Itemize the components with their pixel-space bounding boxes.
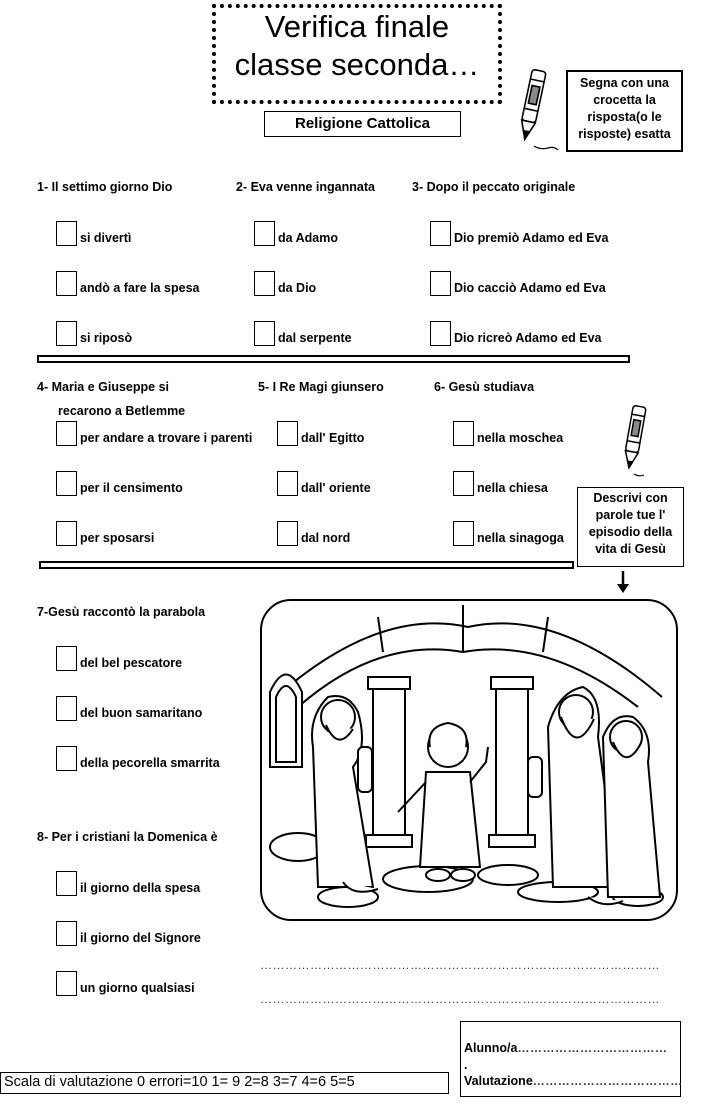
q4-option-3[interactable] bbox=[56, 520, 154, 546]
checkbox[interactable] bbox=[453, 471, 474, 496]
checkbox[interactable] bbox=[56, 696, 77, 721]
q4-option-2[interactable] bbox=[56, 470, 183, 496]
option-label: si divertì bbox=[80, 231, 132, 245]
option-label: per sposarsi bbox=[80, 531, 155, 545]
checkbox[interactable] bbox=[56, 971, 77, 996]
option-label: nella chiesa bbox=[477, 481, 548, 495]
checkbox[interactable] bbox=[254, 321, 275, 346]
instruction-box: Segna con una crocetta la risposta(o le risposte) esatta bbox=[566, 70, 683, 152]
option-label: del buon samaritano bbox=[80, 706, 203, 720]
checkbox[interactable] bbox=[430, 271, 451, 296]
q8-option-3[interactable] bbox=[56, 970, 195, 996]
crayon-icon bbox=[508, 66, 560, 154]
option-label: da Dio bbox=[278, 281, 317, 295]
student-grade-row bbox=[464, 1074, 683, 1088]
option-label: Dio premiò Adamo ed Eva bbox=[454, 231, 609, 245]
q3-option-3[interactable] bbox=[430, 320, 602, 346]
student-info-box bbox=[460, 1021, 681, 1097]
checkbox[interactable] bbox=[277, 421, 298, 446]
q7-option-1[interactable] bbox=[56, 645, 182, 671]
student-grade-field[interactable]: ……………………………… bbox=[532, 1074, 683, 1088]
checkbox[interactable] bbox=[56, 471, 77, 496]
student-name-label: Alunno/a bbox=[464, 1041, 518, 1055]
checkbox[interactable] bbox=[430, 221, 451, 246]
q6-option-2[interactable] bbox=[453, 470, 548, 496]
checkbox[interactable] bbox=[56, 521, 77, 546]
subject-label: Religione Cattolica bbox=[264, 111, 461, 137]
q7-option-3[interactable] bbox=[56, 745, 220, 771]
title-line-1: Verifica finale bbox=[264, 9, 450, 44]
q2-option-2[interactable] bbox=[254, 270, 316, 296]
checkbox[interactable] bbox=[56, 271, 77, 296]
crayon-icon bbox=[614, 404, 654, 482]
option-label: del bel pescatore bbox=[80, 656, 183, 670]
student-grade-label: Valutazione bbox=[464, 1074, 533, 1088]
checkbox[interactable] bbox=[254, 271, 275, 296]
option-label: si riposò bbox=[80, 331, 133, 345]
option-label: nella sinagoga bbox=[477, 531, 564, 545]
q1-option-2[interactable] bbox=[56, 270, 200, 296]
option-label: da Adamo bbox=[278, 231, 338, 245]
option-label: un giorno qualsiasi bbox=[80, 981, 195, 995]
checkbox[interactable] bbox=[277, 521, 298, 546]
title-box bbox=[212, 4, 502, 104]
q5-option-3[interactable] bbox=[277, 520, 350, 546]
option-label: dall' oriente bbox=[301, 481, 371, 495]
checkbox[interactable] bbox=[453, 521, 474, 546]
question-2-label: 2- Eva venne ingannata bbox=[236, 180, 375, 194]
option-label: il giorno del Signore bbox=[80, 931, 201, 945]
describe-instruction-box: Descrivi con parole tue l' episodio della vita di Gesù bbox=[577, 487, 684, 567]
question-3-label: 3- Dopo il peccato originale bbox=[412, 180, 576, 194]
question-4-label: 4- Maria e Giuseppe si bbox=[37, 380, 169, 394]
option-label: dal serpente bbox=[278, 331, 352, 345]
q8-option-1[interactable] bbox=[56, 870, 200, 896]
down-arrow-icon bbox=[615, 571, 631, 595]
section-divider bbox=[37, 355, 630, 363]
grading-scale: Scala di valutazione 0 errori=10 1= 9 2=8 3=7 4=6 5=5 bbox=[0, 1072, 449, 1094]
option-label: dal nord bbox=[301, 531, 351, 545]
option-label: andò a fare la spesa bbox=[80, 281, 200, 295]
q6-option-1[interactable] bbox=[453, 420, 563, 446]
checkbox[interactable] bbox=[56, 746, 77, 771]
q1-option-3[interactable] bbox=[56, 320, 132, 346]
q2-option-1[interactable] bbox=[254, 220, 338, 246]
q7-option-2[interactable] bbox=[56, 695, 202, 721]
option-label: nella moschea bbox=[477, 431, 564, 445]
q6-option-3[interactable] bbox=[453, 520, 564, 546]
checkbox[interactable] bbox=[56, 421, 77, 446]
section-divider bbox=[39, 561, 574, 569]
student-name-field[interactable]: ……………………………… bbox=[517, 1041, 668, 1055]
q8-option-2[interactable] bbox=[56, 920, 201, 946]
answer-line-1[interactable]: …………………………………………………………………………………… bbox=[260, 958, 660, 972]
question-7-label: 7-Gesù raccontò la parabola bbox=[37, 605, 206, 619]
question-4-label-2: recarono a Betlemme bbox=[58, 404, 186, 418]
question-8-label: 8- Per i cristiani la Domenica è bbox=[37, 830, 218, 844]
question-5-label: 5- I Re Magi giunsero bbox=[258, 380, 384, 394]
q5-option-1[interactable] bbox=[277, 420, 364, 446]
option-label: per il censimento bbox=[80, 481, 183, 495]
answer-line-2[interactable]: …………………………………………………………………………………… bbox=[260, 992, 660, 1006]
q1-option-1[interactable] bbox=[56, 220, 131, 246]
checkbox[interactable] bbox=[56, 221, 77, 246]
option-label: della pecorella smarrita bbox=[80, 756, 220, 770]
checkbox[interactable] bbox=[56, 646, 77, 671]
q3-option-1[interactable] bbox=[430, 220, 608, 246]
title-line-2: classe seconda… bbox=[234, 47, 480, 82]
checkbox[interactable] bbox=[56, 921, 77, 946]
checkbox[interactable] bbox=[56, 321, 77, 346]
option-label: Dio cacciò Adamo ed Eva bbox=[454, 281, 606, 295]
option-label: dall' Egitto bbox=[301, 431, 365, 445]
checkbox[interactable] bbox=[56, 871, 77, 896]
checkbox[interactable] bbox=[254, 221, 275, 246]
question-6-label: 6- Gesù studiava bbox=[434, 380, 535, 394]
checkbox[interactable] bbox=[430, 321, 451, 346]
q3-option-2[interactable] bbox=[430, 270, 606, 296]
question-1-label: 1- Il settimo giorno Dio bbox=[37, 180, 173, 194]
checkbox[interactable] bbox=[453, 421, 474, 446]
option-label: il giorno della spesa bbox=[80, 881, 201, 895]
q5-option-2[interactable] bbox=[277, 470, 371, 496]
checkbox[interactable] bbox=[277, 471, 298, 496]
option-label: Dio ricreò Adamo ed Eva bbox=[454, 331, 602, 345]
q4-option-1[interactable] bbox=[56, 420, 252, 446]
option-label: per andare a trovare i parenti bbox=[80, 431, 253, 445]
q2-option-3[interactable] bbox=[254, 320, 352, 346]
student-name-row bbox=[464, 1041, 667, 1055]
jesus-temple-illustration bbox=[258, 597, 680, 923]
student-mid-dot: . bbox=[464, 1058, 468, 1072]
